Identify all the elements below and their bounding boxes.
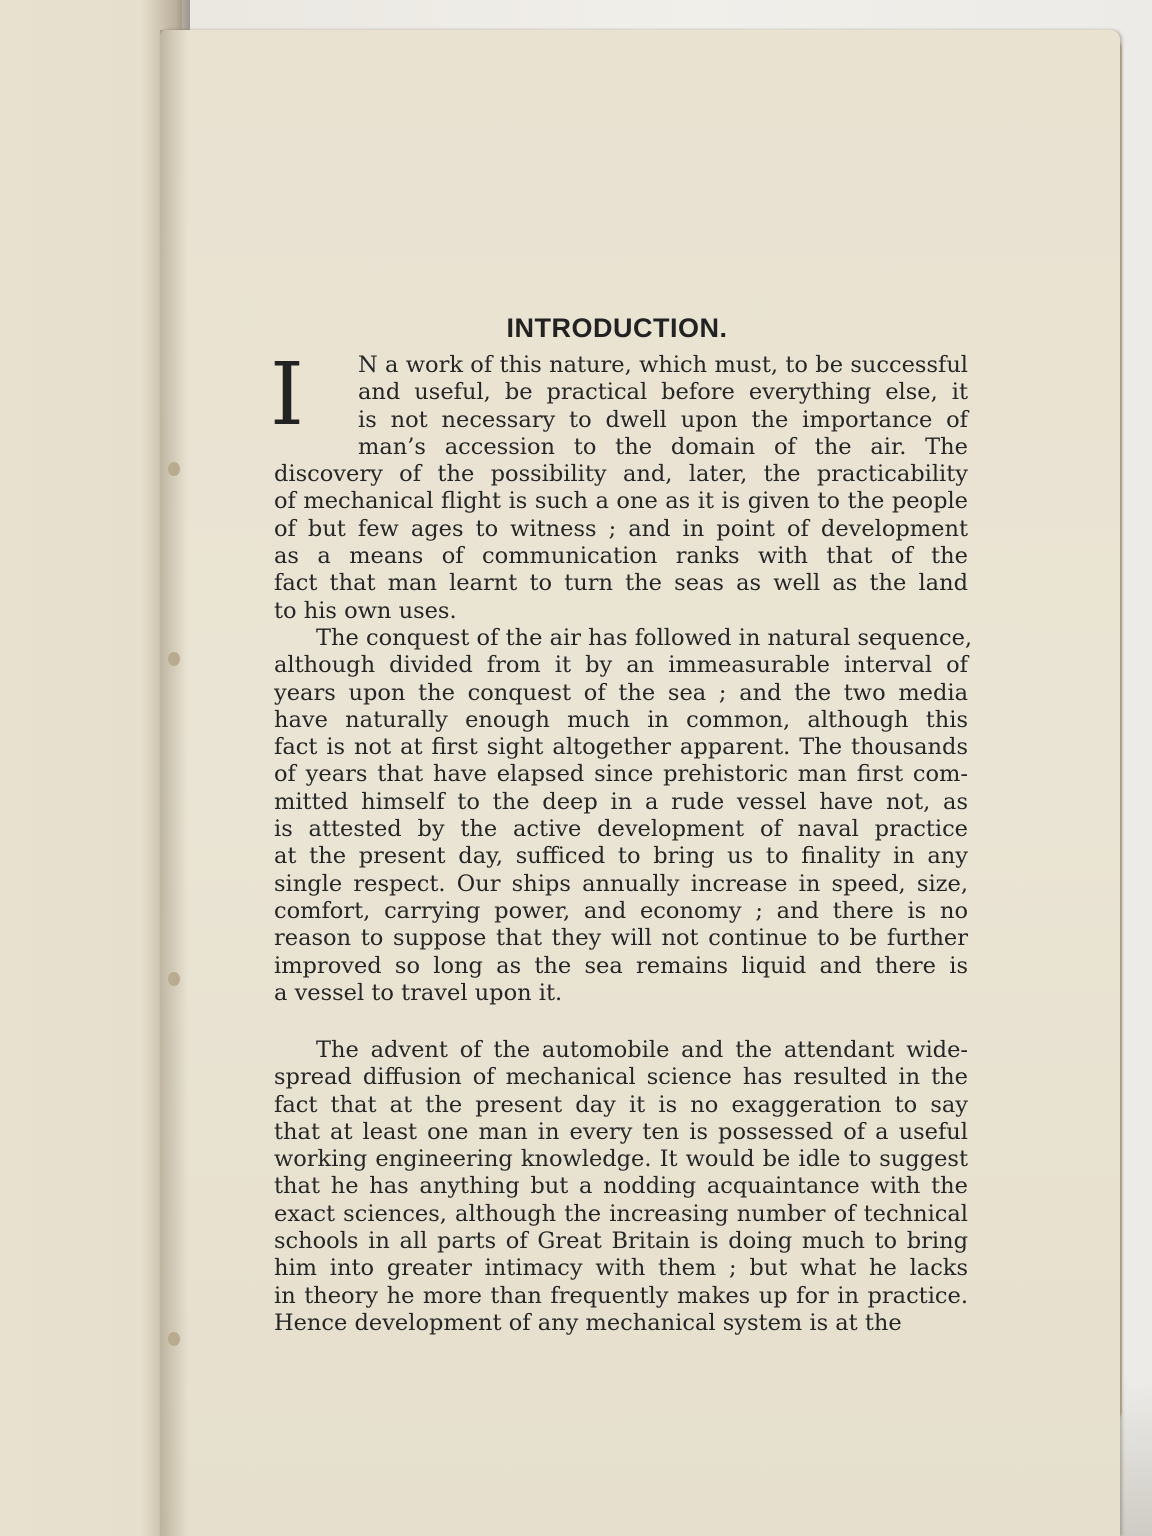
text-line: spread diffusion of mechanical science has resulted in the bbox=[274, 1064, 968, 1091]
text-line: is attested by the active development of naval practice bbox=[274, 816, 968, 843]
text-line: schools in all parts of Great Britain is doing much to bring bbox=[274, 1228, 968, 1255]
paragraph-1 bbox=[274, 352, 968, 625]
text-line: that he has anything but a nodding acquaintance with the bbox=[274, 1173, 968, 1200]
text-line: man’s accession to the domain of the air. The bbox=[358, 433, 968, 460]
drop-cap: I bbox=[270, 345, 304, 445]
text-line: fact that at the present day it is no exaggeration to say bbox=[274, 1091, 968, 1118]
text-line: to his own uses. bbox=[274, 597, 457, 624]
text-line: working engineering knowledge. It would be idle to suggest bbox=[274, 1146, 968, 1173]
text-line: The advent of the automobile and the attendant wide- bbox=[316, 1037, 968, 1063]
text-line: of years that have elapsed since prehistoric man first com- bbox=[274, 761, 968, 788]
paragraph-2 bbox=[274, 625, 973, 1007]
text-line: improved so long as the sea remains liquid and there is bbox=[274, 952, 968, 979]
text-line: although divided from it by an immeasurable interval of bbox=[274, 652, 968, 679]
text-line: in theory he more than frequently makes up for in practice. bbox=[274, 1282, 968, 1309]
chapter-heading: INTRODUCTION. bbox=[506, 313, 728, 343]
text-line: single respect. Our ships annually increase in speed, size, bbox=[274, 870, 968, 897]
text-line: fact that man learnt to turn the seas as well as the land bbox=[274, 570, 968, 597]
text-line: is not necessary to dwell upon the importance of bbox=[358, 406, 968, 433]
binding-stitch bbox=[168, 462, 180, 476]
text-line: exact sciences, although the increasing number of technical bbox=[274, 1200, 968, 1227]
text-line: mitted himself to the deep in a rude vessel have not, as bbox=[274, 788, 968, 815]
binding-stitch bbox=[168, 972, 180, 986]
binding-stitch bbox=[168, 652, 180, 666]
text-line: The conquest of the air has followed in natural sequence, bbox=[316, 625, 973, 651]
text-line: fact is not at first sight altogether apparent. The thousands bbox=[274, 734, 968, 761]
text-line: reason to suppose that they will not continue to be further bbox=[274, 925, 968, 952]
text-line: N a work of this nature, which must, to be successful bbox=[358, 352, 968, 378]
paragraph-3 bbox=[274, 1037, 968, 1337]
binding-stitch bbox=[168, 1332, 180, 1346]
text-line: a vessel to travel upon it. bbox=[274, 979, 563, 1006]
text-line: as a means of communication ranks with that of the bbox=[274, 543, 968, 570]
text-line: discovery of the possibility and, later, the practicability bbox=[274, 461, 968, 488]
text-line: comfort, carrying power, and economy ; and there is no bbox=[274, 897, 968, 924]
text-line: Hence development of any mechanical system is at the bbox=[274, 1309, 902, 1336]
text-line: of mechanical flight is such a one as it is given to the people bbox=[274, 488, 968, 515]
text-line: and useful, be practical before everything else, it bbox=[358, 379, 968, 406]
text-line: that at least one man in every ten is possessed of a useful bbox=[274, 1118, 968, 1145]
text-line: of but few ages to witness ; and in point of development bbox=[274, 515, 968, 542]
text-line: years upon the conquest of the sea ; and the two media bbox=[274, 679, 968, 706]
text-line: him into greater intimacy with them ; but what he lacks bbox=[274, 1255, 968, 1282]
page-gutter bbox=[160, 30, 188, 1536]
text-line: have naturally enough much in common, although this bbox=[274, 706, 968, 733]
text-line: at the present day, sufficed to bring us to finality in any bbox=[274, 843, 968, 870]
